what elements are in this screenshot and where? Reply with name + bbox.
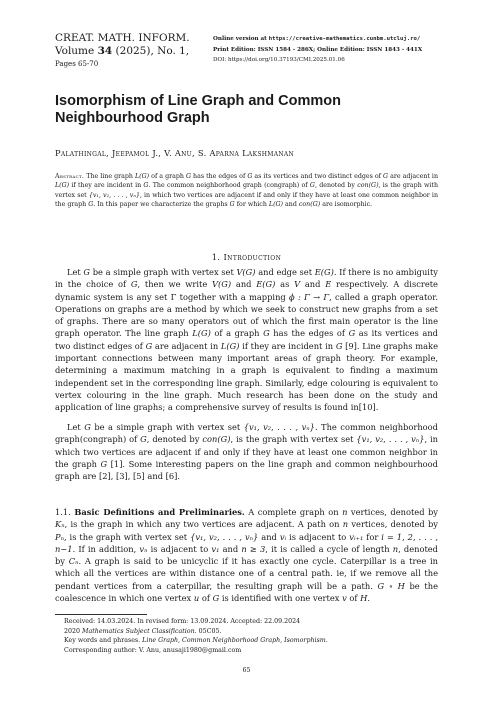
text-run: , denoted by <box>55 543 438 567</box>
text-run: has the edges of <box>191 173 248 180</box>
text-run: are adjacent in <box>152 340 221 351</box>
text-run: . The common neighborhood graph (congraph) of <box>148 182 310 190</box>
text-run: , then we write <box>137 279 213 290</box>
text-run: as its vertices and two distinct edges of <box>55 328 438 351</box>
math-expression: con(G) <box>298 200 321 208</box>
text-run: and <box>283 200 299 208</box>
keywords <box>64 636 444 646</box>
text-run: , is the graph with vertex set <box>230 434 357 445</box>
text-run: respectively. A discrete dynamic system is any set Γ together with a mapping <box>55 279 438 302</box>
text-run: if they are incident in <box>69 182 144 190</box>
math-expression: vᵢ <box>279 531 287 542</box>
paper-authors: Palathingal, Jeepamol J., V. Anu, S. Aparna Lakshmanan <box>55 148 295 158</box>
definitions-paragraph <box>55 506 438 604</box>
text-run: be a simple graph with vertex set <box>90 267 237 277</box>
math-expression: con(G) <box>202 434 231 445</box>
math-expression: Kₙ <box>55 519 65 530</box>
math-expression: G <box>145 340 153 351</box>
text-run: , denoted by <box>146 434 203 445</box>
math-expression: v₁ <box>211 543 220 554</box>
text-run: , is the graph in which any two vertices are adjacent. A path on <box>64 519 343 530</box>
intro-paragraph-1 <box>55 266 438 414</box>
math-expression: G <box>247 173 253 180</box>
text-run: and <box>258 531 280 542</box>
text-run: are adjacent in <box>388 173 439 180</box>
math-expression: u <box>193 593 200 604</box>
math-expression: ϕ : Γ → Γ <box>289 291 330 302</box>
math-expression: G <box>143 182 149 190</box>
text-run: of a graph <box>149 173 186 180</box>
math-expression: vₙ <box>139 543 148 554</box>
math-expression: L(G) <box>268 200 284 208</box>
math-expression: L(G) <box>55 182 70 190</box>
text-run: and <box>300 279 326 290</box>
math-expression: {v₁, v₂, . . . , vₙ} <box>190 531 259 542</box>
math-expression: V(G) <box>212 279 232 290</box>
text-run: and edge set <box>255 267 315 277</box>
math-expression: G <box>335 340 343 351</box>
text-run: Let <box>67 422 85 432</box>
volume-number: 34 <box>97 45 113 57</box>
math-expression: H <box>360 593 368 604</box>
text-run: . If in addition, <box>72 543 140 554</box>
text-run: be the coalescence in which one vertex <box>55 580 438 604</box>
intro-paragraph-2 <box>55 421 438 482</box>
text-run: has the edges of <box>269 328 349 339</box>
text-run: vertices, denoted by <box>348 519 438 530</box>
text-run: A complete graph on <box>244 507 343 517</box>
text-run: for <box>363 531 382 542</box>
text-run: , is the graph with vertex set <box>63 531 191 542</box>
text-run: for which <box>234 200 269 208</box>
math-expression: L(G) <box>192 328 211 339</box>
math-expression: Cₙ <box>68 556 79 567</box>
math-expression: n <box>392 543 399 554</box>
text-run: 2020 <box>64 627 83 635</box>
text-run: if they are incident in <box>239 340 336 351</box>
math-expression: G <box>83 267 91 277</box>
math-expression: L(G) <box>220 340 240 351</box>
footnote-divider <box>55 614 147 615</box>
publication-info <box>213 34 463 66</box>
math-expression: V <box>294 279 301 290</box>
math-expression: L(G) <box>135 173 150 180</box>
text-run: vertices, denoted by <box>347 507 438 517</box>
math-expression: n <box>342 507 348 517</box>
math-expression: v <box>342 593 347 604</box>
online-version <box>213 34 463 45</box>
math-expression: G <box>100 458 108 469</box>
footnotes <box>64 617 444 655</box>
text-run: Let <box>67 267 84 277</box>
math-expression: i = 1, 2, . . . , n−1 <box>55 531 438 554</box>
page-number: 65 <box>242 667 251 674</box>
online-prefix: Online version at <box>213 36 269 42</box>
math-expression: vᵢ₊₁ <box>349 531 364 542</box>
paper-title: Isomorphism of Line Graph and Common Neighbourhood Graph <box>55 93 341 126</box>
math-expression: {v₁, v₂, . . . , vₙ} <box>243 422 315 432</box>
text-run: [9]. Line graphs make important connections between many important areas of graph theory. For example, determining a maximum matching in a graph is equivalent to finding a maximum independent set in the corresponding line graph. Similarly, edge colouring is equivalent to vertex colouring in the line graph. Much research has been done on the study and application of line graphs; a comprehensive survey of results is found in[10]. <box>55 340 438 413</box>
text-run: . The common neighborhood graph(congraph) of <box>55 422 438 445</box>
abstract-label: Abstract. <box>55 173 85 180</box>
math-expression: Line Graph, Common Neighborhood Graph, Isomorphism. <box>142 637 328 644</box>
text-run: . <box>367 593 371 604</box>
math-expression: E(G) <box>256 279 276 290</box>
math-expression: G <box>84 422 91 432</box>
volume-prefix: Volume <box>55 45 98 57</box>
math-expression: G ∘ H <box>377 580 405 591</box>
text-run: Key words and phrases. <box>64 637 143 644</box>
text-run: is adjacent to <box>286 531 350 542</box>
math-expression: G <box>130 279 138 290</box>
corresponding-author: Corresponding author: V. Anu, anusaji1980@gmail.com <box>64 646 242 654</box>
subsection-number: 1.1. <box>55 507 75 517</box>
journal-pages: Pages 65-70 <box>55 60 99 68</box>
doi-link[interactable]: DOI: https://doi.org/10.37193/CMI.2025.01.06 <box>213 57 345 63</box>
text-run: be a simple graph with vertex set <box>90 422 244 432</box>
text-run: , called a graph operator. Operations on graphs are a method by which we seek to construct new graphs from a set of graphs. There are so many operators out of which the first main operator is the line graph operator. The line graph <box>55 291 438 339</box>
received-dates: Received: 14.03.2024. In revised form: 13.09.2024. Accepted: 22.09.2024 <box>64 618 301 625</box>
text-run: as <box>275 279 295 290</box>
text-run: as its vertices and two distinct edges of <box>252 173 384 180</box>
journal-volume <box>55 45 225 58</box>
volume-suffix: (2025), No. 1, <box>112 45 190 57</box>
abstract <box>55 172 438 209</box>
journal-name: CREAT. MATH. INFORM. <box>55 32 190 44</box>
text-run: , is the graph with vertex set <box>55 182 438 199</box>
math-expression: E(G) <box>314 267 334 277</box>
text-run: is identified with one vertex <box>219 593 343 604</box>
math-expression: G <box>212 593 220 604</box>
text-run: , in which two vertices are adjacent if and only if they have at least one common neighbor in the graph <box>55 434 439 469</box>
text-run: . If there is no ambiguity in the choice of <box>55 267 438 290</box>
section-heading-introduction: 1. Introduction <box>211 252 282 262</box>
issn-line: Print Edition: ISSN 1584 - 286X; Online Edition: ISSN 1843 - 441X <box>213 46 423 53</box>
math-expression: V(G) <box>236 267 256 277</box>
math-expression: G <box>383 173 389 180</box>
text-run: , denoted by <box>314 182 358 190</box>
text-run: are isomorphic. <box>320 200 373 208</box>
text-run: , it is called a cycle of length <box>265 543 393 554</box>
text-run: of <box>199 593 213 604</box>
journal-header <box>55 32 225 70</box>
text-run: is adjacent to <box>147 543 212 554</box>
math-expression: {v₁, v₂, . . . , vₙ} <box>356 434 425 445</box>
math-expression: G <box>185 173 191 180</box>
math-expression: con(G) <box>357 182 379 190</box>
math-expression: G <box>309 182 315 190</box>
text-run: 05C05. <box>196 627 222 635</box>
math-expression: E <box>325 279 332 290</box>
text-run: , in which two vertices are adjacent if and only if they have at least one common neighbor in the graph <box>55 191 438 208</box>
math-expression: G <box>140 434 147 445</box>
math-expression: Pₙ <box>55 531 64 542</box>
text-run: and <box>219 543 242 554</box>
msc-classification <box>64 627 444 637</box>
online-url-link[interactable]: https://creative-mathematics.cunbm.utcluj.ro/ <box>268 36 421 42</box>
text-run: of a graph <box>210 328 264 339</box>
math-expression: n ≥ 3 <box>241 543 266 554</box>
math-expression: {v₁, v₂, . . . , vₙ} <box>88 191 140 199</box>
math-expression: G <box>263 328 270 339</box>
text-run: The line graph <box>84 173 135 180</box>
text-run: and <box>231 279 257 290</box>
math-expression: G <box>88 200 94 208</box>
text-run: . In this paper we characterize the graphs <box>93 200 230 208</box>
subsection-heading: Basic Definitions and Preliminaries. <box>74 507 245 517</box>
math-expression: G <box>229 200 235 208</box>
text-run: . A graph is said to be unicyclic if it has exactly one cycle. Caterpillar is a tree in which all the vertices are within distance one of a central path. ie, if we remove all the pendant vertices from a caterpillar, the resulting graph will be a path. <box>55 556 438 591</box>
text-run: [1]. Some interesting papers on the line graph and common neighbourhood graph are [2], [3], [5] and [6]. <box>55 458 438 482</box>
math-expression: n <box>342 519 349 530</box>
text-run: of <box>346 593 361 604</box>
math-expression: G <box>348 328 356 339</box>
math-expression: Mathematics Subject Classification. <box>82 627 197 635</box>
